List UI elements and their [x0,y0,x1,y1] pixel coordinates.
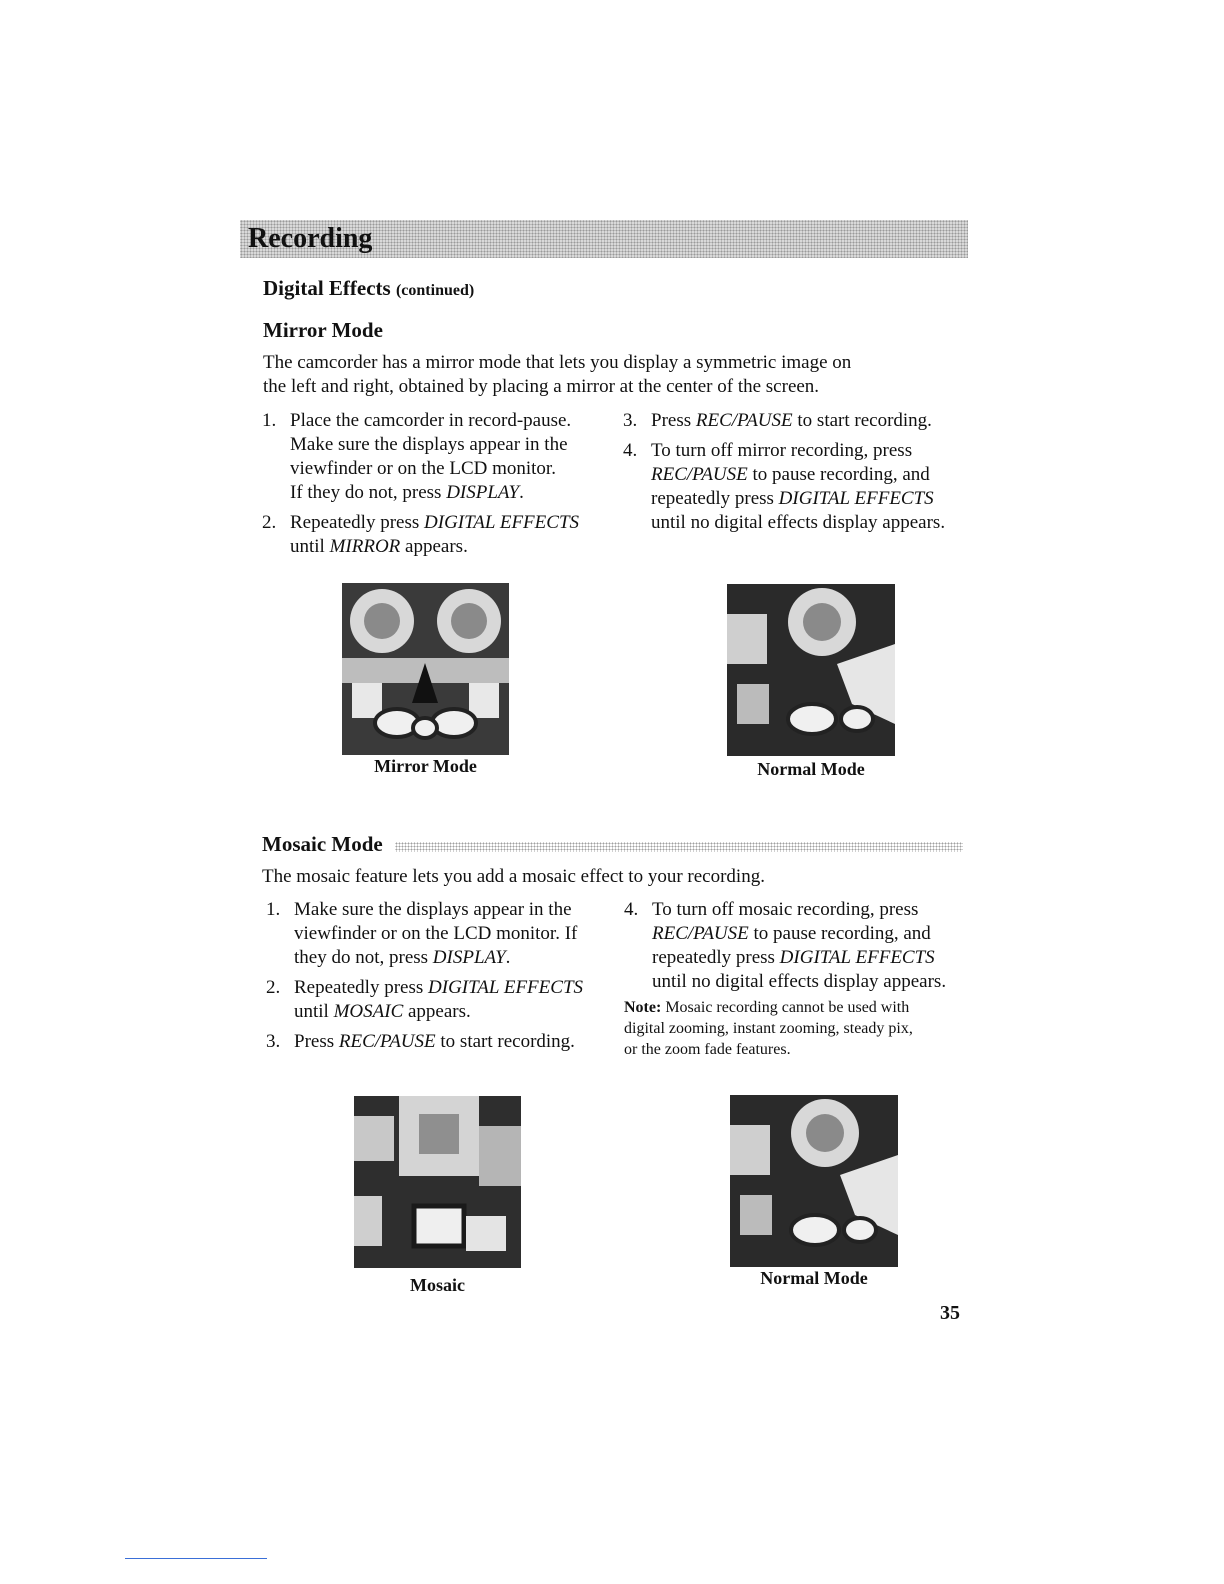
step-text: until MIRROR appears. [290,536,468,557]
list-item [266,976,606,1024]
list-item [262,511,602,559]
step-text: To turn off mosaic recording, press [652,899,919,920]
list-item [266,898,606,970]
page-number: 35 [940,1302,960,1324]
note-text: digital zooming, instant zooming, steady pix, [624,1020,913,1037]
mosaic-intro: The mosaic feature lets you add a mosaic effect to your recording. [262,866,765,887]
step-text: REC/PAUSE to pause recording, and [652,923,931,944]
mirror-intro-line-2: the left and right, obtained by placing a mirror at the center of the screen. [263,376,820,397]
step-text: viewfinder or on the LCD monitor. If [294,923,578,944]
normal-mode-caption-1: Normal Mode [757,759,865,779]
mirror-mode-caption: Mirror Mode [374,756,477,776]
note-text: Mosaic recording cannot be used with [661,999,910,1016]
step-text: until no digital effects display appears. [651,512,946,533]
step-text: Press REC/PAUSE to start recording. [651,410,932,431]
mosaic-photo [354,1096,521,1268]
mirror-steps-right [623,409,968,541]
heading-rule [395,842,963,852]
section-title: Recording [248,223,373,254]
mosaic-note [624,997,969,1060]
digital-effects-heading [263,275,474,304]
normal-mode-photo-1 [727,584,895,756]
step-text: Place the camcorder in record-pause. [290,410,572,431]
mosaic-steps-right [624,898,969,1000]
step-text: repeatedly press DIGITAL EFFECTS [652,947,935,968]
step-text: REC/PAUSE to pause recording, and [651,464,930,485]
footer-line [125,1558,267,1559]
step-text: To turn off mirror recording, press [651,440,913,461]
step-number: 2. [262,512,277,533]
step-text: Make sure the displays appear in the [294,899,572,920]
step-number: 1. [266,899,281,920]
mirror-intro [263,351,963,399]
step-text: until no digital effects display appears. [652,971,947,992]
mirror-intro-line-1: The camcorder has a mirror mode that lets you display a symmetric image on [263,352,852,373]
step-text: until MOSAIC appears. [294,1001,471,1022]
list-item [624,898,969,994]
digital-effects-title: Digital Effects [263,276,391,300]
note-label: Note: [624,999,662,1016]
step-number: 3. [623,410,638,431]
mirror-mode-photo [342,583,509,755]
step-text: repeatedly press DIGITAL EFFECTS [651,488,934,509]
step-number: 3. [266,1031,281,1052]
step-number: 4. [624,899,639,920]
step-text: Press REC/PAUSE to start recording. [294,1031,575,1052]
note-text: or the zoom fade features. [624,1041,791,1058]
mosaic-mode-heading: Mosaic Mode [262,832,383,856]
step-number: 1. [262,410,277,431]
mirror-steps-left [262,409,602,565]
step-text: Repeatedly press DIGITAL EFFECTS [294,977,584,998]
list-item [623,439,968,535]
step-text: they do not, press DISPLAY. [294,947,511,968]
continued-label: (continued) [395,282,475,299]
list-item [262,409,602,505]
list-item [266,1030,606,1054]
normal-mode-photo-2 [730,1095,898,1267]
step-text: If they do not, press DISPLAY. [290,482,524,503]
mosaic-caption: Mosaic [410,1275,465,1295]
normal-mode-caption-2: Normal Mode [760,1268,868,1288]
step-text: viewfinder or on the LCD monitor. [290,458,556,479]
list-item [623,409,968,433]
mosaic-steps-left [266,898,606,1060]
step-text: Make sure the displays appear in the [290,434,568,455]
step-number: 2. [266,977,281,998]
mirror-mode-heading: Mirror Mode [263,318,383,342]
step-text: Repeatedly press DIGITAL EFFECTS [290,512,580,533]
step-number: 4. [623,440,638,461]
